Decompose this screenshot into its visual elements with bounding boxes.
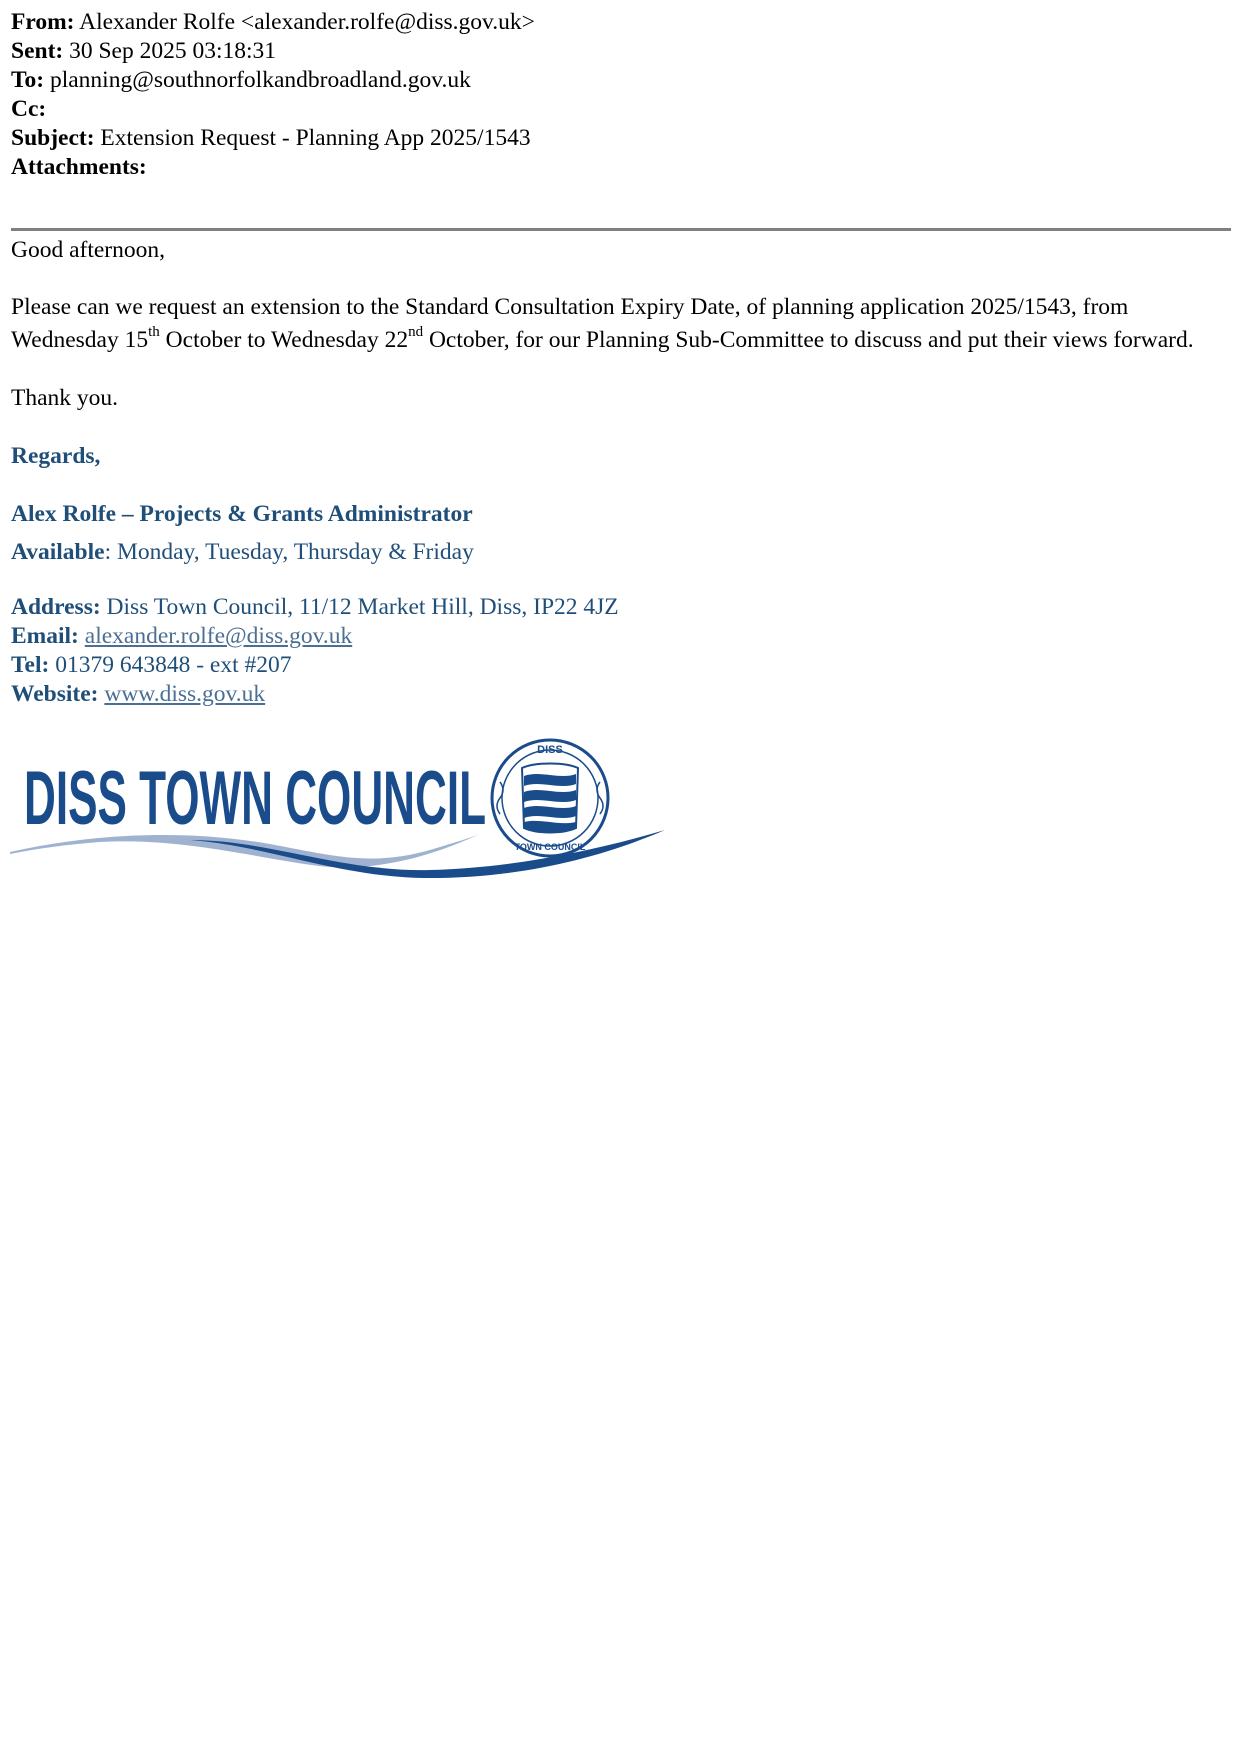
request-paragraph [11, 291, 1226, 357]
sent-line [11, 37, 1231, 66]
subject-label: Subject: [11, 125, 95, 151]
header-divider [11, 228, 1231, 231]
from-label: From: [11, 9, 75, 35]
address-line [11, 593, 1226, 622]
attachments-label: Attachments: [11, 154, 147, 180]
ordinal-suffix-2: nd [408, 324, 424, 341]
sent-label: Sent: [11, 38, 64, 64]
logo-seal [492, 740, 608, 856]
request-text-3: October, for our Planning Sub-Committee to discuss and put their views forward. [423, 327, 1194, 353]
logo-wordmark: DISS TOWN COUNCIL [24, 756, 486, 841]
tel-label: Tel: [11, 652, 50, 678]
ordinal-suffix-1: th [148, 324, 160, 341]
website-link[interactable]: www.diss.gov.uk [104, 681, 266, 707]
from-value: Alexander Rolfe <alexander.rolfe@diss.gov.uk> [79, 9, 535, 35]
request-text-2: October to Wednesday 22 [159, 327, 409, 353]
email-line [11, 622, 1226, 651]
email-header [11, 8, 1231, 182]
signature-block [11, 439, 1226, 709]
greeting: Good afternoon, [11, 237, 166, 263]
website-line [11, 680, 1226, 709]
email-body [11, 233, 1226, 709]
cc-label: Cc: [11, 96, 47, 122]
seal-bottom-text: TOWN COUNCIL [514, 842, 586, 852]
address-value: Diss Town Council, 11/12 Market Hill, Diss, IP22 4JZ [100, 594, 619, 620]
address-label: Address: [11, 594, 101, 620]
tel-line [11, 651, 1226, 680]
email-link[interactable]: alexander.rolfe@diss.gov.uk [84, 623, 353, 649]
subject-value: Extension Request - Planning App 2025/1543 [100, 125, 531, 151]
from-line [11, 8, 1231, 37]
available-value: : Monday, Tuesday, Thursday & Friday [104, 539, 474, 565]
subject-line [11, 124, 1231, 153]
email-label: Email: [11, 623, 79, 649]
sent-value: 30 Sep 2025 03:18:31 [69, 38, 277, 64]
logo-graphic [10, 742, 670, 882]
to-value: planning@southnorfolkandbroadland.gov.uk [49, 67, 471, 93]
diss-town-council-logo [10, 742, 670, 882]
to-line [11, 66, 1231, 95]
attachments-line [11, 153, 1231, 182]
to-label: To: [11, 67, 45, 93]
website-label: Website: [11, 681, 99, 707]
cc-line [11, 95, 1231, 124]
available-label: Available [11, 539, 105, 565]
signature-name-title: Alex Rolfe – Projects & Grants Administrator [11, 501, 473, 527]
seal-top-text: DISS [537, 744, 563, 756]
regards-line: Regards, [11, 443, 101, 469]
thanks-line: Thank you. [11, 385, 119, 411]
availability-line [11, 535, 1226, 569]
request-text-1: Please can we request an extension to the Standard Consultation Expiry Date, of planning application 2025/1543, from Wednesday 15 [11, 294, 1129, 353]
tel-value: 01379 643848 - ext #207 [49, 652, 292, 678]
